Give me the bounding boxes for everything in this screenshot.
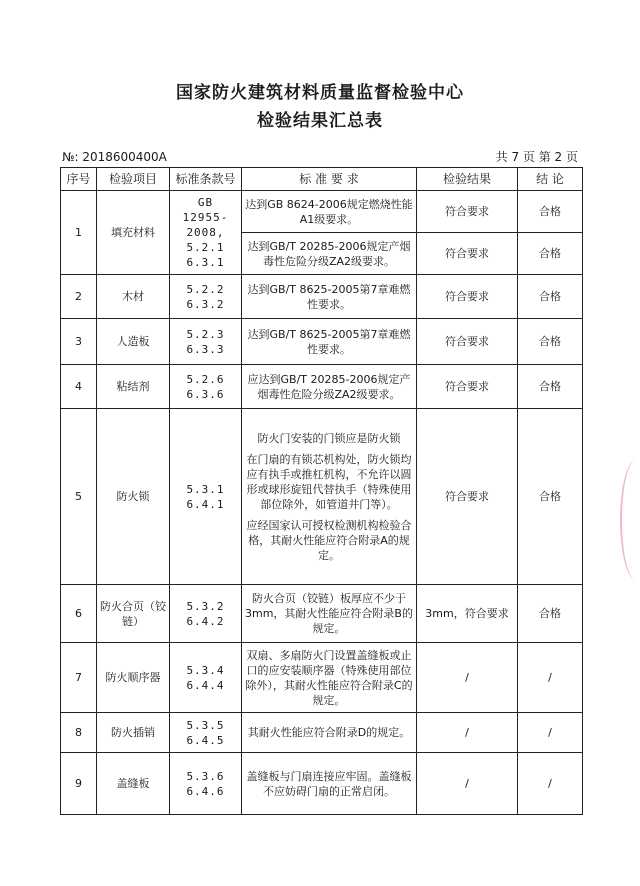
- table-row: [61, 191, 583, 233]
- row-requirement: 盖缝板与门扇连接应牢固。盖缝板不应妨碍门扇的正常启闭。: [242, 753, 417, 815]
- col-header-requirement: 标 准 要 求: [242, 168, 417, 191]
- row-item: 粘结剂: [97, 365, 170, 409]
- row-requirement: 防火合页（铰链）板厚应不少于3mm，其耐火性能应符合附录B的规定。: [242, 585, 417, 643]
- row-item: 防火合页（铰链）: [97, 585, 170, 643]
- row-item: 人造板: [97, 319, 170, 365]
- row-conclusion: /: [518, 643, 583, 713]
- row-requirement: [242, 409, 417, 585]
- row-conclusion: /: [518, 713, 583, 753]
- row-clause: 5.3.6 6.4.6: [170, 753, 242, 815]
- requirement-paragraph: 在门扇的有锁芯机构处，防火锁均应有执手或推杠机构，不允许以圆形或球形旋钮代替执手（特殊使用部位除外，如管道井门等）。: [246, 452, 412, 511]
- row-no: 8: [61, 713, 97, 753]
- row-no: 4: [61, 365, 97, 409]
- table-row: [61, 409, 583, 585]
- row-result: 符合要求: [417, 409, 518, 585]
- col-header-result: 检验结果: [417, 168, 518, 191]
- row-result: 符合要求: [417, 319, 518, 365]
- table-row: [61, 643, 583, 713]
- row-clause: 5.2.6 6.3.6: [170, 365, 242, 409]
- page-title: 国家防火建筑材料质量监督检验中心: [176, 83, 464, 103]
- table-row: [61, 275, 583, 319]
- row-requirement: 其耐火性能应符合附录D的规定。: [242, 713, 417, 753]
- table-row: [61, 713, 583, 753]
- row-clause: 5.2.3 6.3.3: [170, 319, 242, 365]
- seal-stamp-edge: [620, 460, 640, 580]
- row-conclusion: 合格: [518, 409, 583, 585]
- page-subtitle: 检验结果汇总表: [257, 111, 383, 131]
- row-result: /: [417, 643, 518, 713]
- row-requirement: 达到GB/T 20285-2006规定产烟毒性危险分级ZA2级要求。: [242, 233, 417, 275]
- requirement-paragraph: 应经国家认可授权检测机构检验合格，其耐火性能应符合附录A的规定。: [246, 518, 412, 562]
- row-requirement: 达到GB/T 8625-2005第7章难燃性要求。: [242, 319, 417, 365]
- col-header-no: 序号: [61, 168, 97, 191]
- table-header-row: [61, 168, 583, 191]
- row-item: 盖缝板: [97, 753, 170, 815]
- results-table: [60, 167, 583, 815]
- row-result: 符合要求: [417, 275, 518, 319]
- row-item: 填充材料: [97, 191, 170, 275]
- row-result: 符合要求: [417, 191, 518, 233]
- row-clause: 5.3.5 6.4.5: [170, 713, 242, 753]
- row-conclusion: 合格: [518, 585, 583, 643]
- row-result: 符合要求: [417, 365, 518, 409]
- row-conclusion: 合格: [518, 233, 583, 275]
- table-row: [61, 585, 583, 643]
- row-conclusion: 合格: [518, 191, 583, 233]
- col-header-conclusion: 结 论: [518, 168, 583, 191]
- row-conclusion: 合格: [518, 275, 583, 319]
- row-result: /: [417, 713, 518, 753]
- row-item: 防火顺序器: [97, 643, 170, 713]
- row-clause: GB 12955- 2008, 5.2.1 6.3.1: [170, 191, 242, 275]
- table-row: [61, 365, 583, 409]
- row-clause: 5.3.1 6.4.1: [170, 409, 242, 585]
- row-conclusion: 合格: [518, 319, 583, 365]
- row-requirement: 达到GB/T 8625-2005第7章难燃性要求。: [242, 275, 417, 319]
- col-header-clause: 标准条款号: [170, 168, 242, 191]
- row-no: 2: [61, 275, 97, 319]
- row-item: 防火插销: [97, 713, 170, 753]
- row-clause: 5.3.4 6.4.4: [170, 643, 242, 713]
- row-no: 3: [61, 319, 97, 365]
- row-result: 3mm，符合要求: [417, 585, 518, 643]
- requirement-paragraph: 防火门安装的门锁应是防火锁: [257, 431, 401, 445]
- row-no: 7: [61, 643, 97, 713]
- table-row: [61, 753, 583, 815]
- row-clause: 5.2.2 6.3.2: [170, 275, 242, 319]
- page-info: 共 7 页 第 2 页: [495, 150, 578, 164]
- row-no: 6: [61, 585, 97, 643]
- row-no: 1: [61, 191, 97, 275]
- row-requirement: 应达到GB/T 20285-2006规定产烟毒性危险分级ZA2级要求。: [242, 365, 417, 409]
- row-result: 符合要求: [417, 233, 518, 275]
- row-requirement: 达到GB 8624-2006规定燃烧性能A1级要求。: [242, 191, 417, 233]
- col-header-item: 检验项目: [97, 168, 170, 191]
- row-item: 防火锁: [97, 409, 170, 585]
- row-no: 9: [61, 753, 97, 815]
- row-conclusion: 合格: [518, 365, 583, 409]
- row-item: 木材: [97, 275, 170, 319]
- row-no: 5: [61, 409, 97, 585]
- row-conclusion: /: [518, 753, 583, 815]
- report-number: №: 2018600400A: [62, 150, 167, 164]
- table-row: [61, 319, 583, 365]
- row-requirement: 双扇、多扇防火门设置盖缝板或止口的应安装顺序器（特殊使用部位除外），其耐火性能应符合附录C的规定。: [242, 643, 417, 713]
- row-clause: 5.3.2 6.4.2: [170, 585, 242, 643]
- row-result: /: [417, 753, 518, 815]
